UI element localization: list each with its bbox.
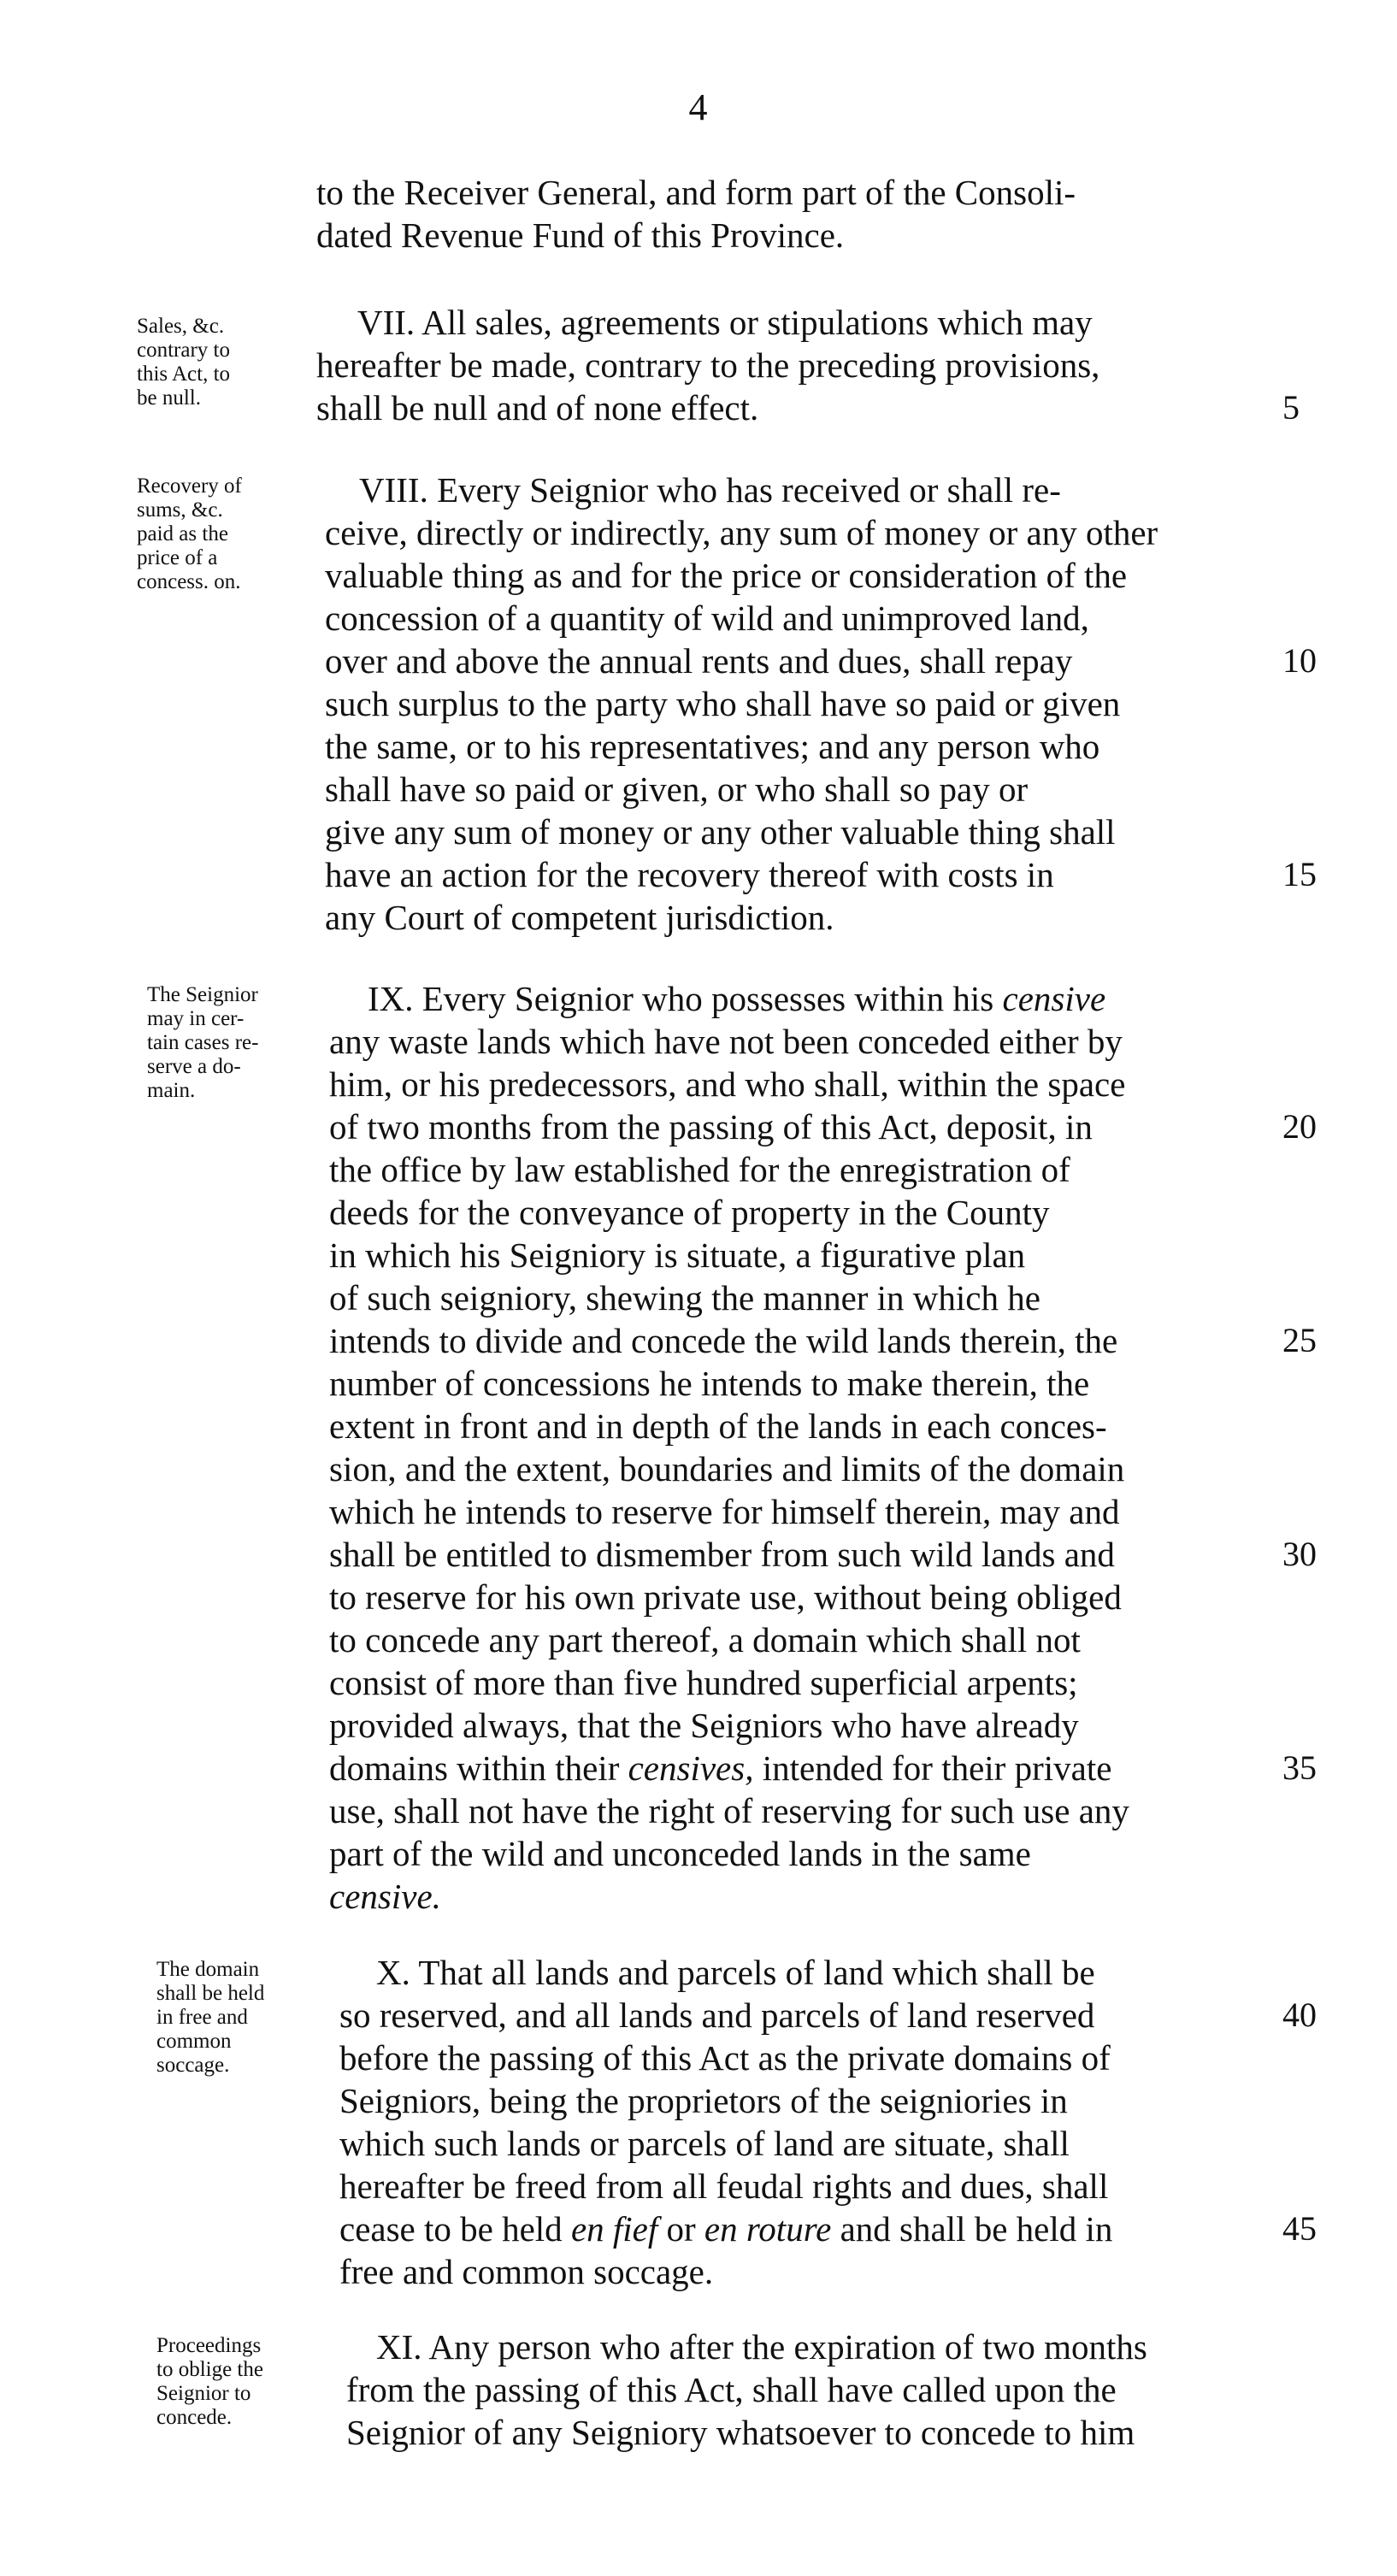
text-line: intends to divide and concede the wild lands therein, the (329, 1321, 1118, 1360)
text-line: shall have so paid or given, or who shall so pay or (325, 769, 1029, 809)
text-line: Seignior of any Seigniory whatsoever to concede to him (346, 2413, 1135, 2452)
italic-word: en roture (704, 2209, 832, 2249)
margin-note-line: to oblige the (156, 2358, 263, 2381)
margin-note-line: concede. (156, 2406, 233, 2429)
margin-note-line: Proceedings (156, 2334, 262, 2357)
margin-note-line: be null. (137, 386, 201, 410)
section-x-line-4 (0, 2079, 1397, 2122)
section-x-line-5 (0, 2122, 1397, 2165)
line-number: 15 (1282, 855, 1317, 893)
section-viii-line-6 (0, 682, 1397, 725)
text-line: of such seigniory, shewing the manner in which he (329, 1278, 1040, 1317)
margin-note-line: contrary to (137, 339, 230, 362)
margin-note-line: price of a (137, 546, 218, 569)
text-line (339, 2208, 1112, 2250)
section-viii-line-2 (0, 511, 1397, 554)
text-line: over and above the annual rents and dues, shall repay (325, 641, 1073, 681)
text-line: valuable thing as and for the price or consideration of the (325, 556, 1128, 595)
section-ix-line-7 (0, 1234, 1397, 1276)
section-viii-line-9 (0, 811, 1397, 853)
section-xi-line-3 (0, 2411, 1397, 2454)
margin-note-line: The Seignior (147, 983, 258, 1006)
text-line: consist of more than five hundred superficial arpents; (329, 1663, 1078, 1702)
section-ix-line-6 (0, 1191, 1397, 1234)
text-line: VIII. Every Seignior who has received or shall re- (359, 470, 1061, 510)
margin-note-line: Sales, &c. (137, 315, 225, 338)
text-line: number of concessions he intends to make therein, the (329, 1364, 1090, 1403)
section-ix-line-4 (0, 1105, 1397, 1148)
section-ix-line-19 (0, 1747, 1397, 1789)
text-line: concession of a quantity of wild and unimproved land, (325, 598, 1089, 638)
section-ix-line-15 (0, 1576, 1397, 1618)
section-viii-line-1 (0, 469, 1397, 511)
line-number: 5 (1282, 388, 1300, 427)
text-run: domains within their (329, 1748, 620, 1788)
section-ix-line-17 (0, 1661, 1397, 1704)
text-line: shall be entitled to dismember from such wild lands and (329, 1535, 1115, 1574)
text-line: extent in front and in depth of the lands in each conces- (329, 1406, 1107, 1446)
section-ix-line-2 (0, 1020, 1397, 1063)
section-ix-line-10 (0, 1362, 1397, 1405)
text-line: part of the wild and unconceded lands in the same (329, 1834, 1031, 1873)
section-ix-line-18 (0, 1704, 1397, 1747)
margin-note-line: common (156, 2030, 232, 2053)
margin-note-line: may in cer- (147, 1007, 245, 1030)
section-xi-line-1 (0, 2325, 1397, 2368)
text-line: ceive, directly or indirectly, any sum of money or any other (325, 513, 1158, 552)
text-line (329, 1747, 1111, 1789)
text-line: XI. Any person who after the expiration of two months (376, 2327, 1147, 2367)
section-ix-line-8 (0, 1276, 1397, 1319)
text-line: provided always, that the Seigniors who have already (329, 1706, 1079, 1745)
italic-word: censives, (628, 1748, 754, 1788)
margin-note-line: tain cases re- (147, 1031, 259, 1054)
margin-note-line: serve a do- (147, 1055, 241, 1078)
text-line: have an action for the recovery thereof with costs in (325, 855, 1054, 894)
section-x-line-6 (0, 2165, 1397, 2208)
line-number: 10 (1282, 641, 1317, 680)
margin-note-line: soccage. (156, 2054, 230, 2077)
margin-note-line: concess. on. (137, 570, 241, 593)
section-ix-line-9 (0, 1319, 1397, 1362)
carryover-line-1 (0, 171, 1397, 214)
section-viii-line-3 (0, 554, 1397, 597)
section-viii-line-4 (0, 597, 1397, 640)
section-ix-line-3 (0, 1063, 1397, 1105)
text-line: to concede any part thereof, a domain which shall not (329, 1620, 1081, 1659)
text-run: or (666, 2209, 696, 2249)
margin-note-line: The domain (156, 1958, 260, 1981)
text-line: the office by law established for the enregistration of (329, 1150, 1070, 1189)
text-line: X. That all lands and parcels of land which shall be (376, 1953, 1095, 1992)
text-line: which he intends to reserve for himself therein, may and (329, 1492, 1120, 1531)
section-xi-line-2 (0, 2368, 1397, 2411)
section-ix-line-12 (0, 1447, 1397, 1490)
section-ix-line-13 (0, 1490, 1397, 1533)
margin-note-line: paid as the (137, 522, 228, 545)
text-line: such surplus to the party who shall have so paid or given (325, 684, 1121, 723)
text-line: so reserved, and all lands and parcels of land reserved (339, 1995, 1095, 2035)
section-x-line-2 (0, 1994, 1397, 2037)
section-viii-line-10 (0, 853, 1397, 896)
line-number: 30 (1282, 1535, 1317, 1573)
text-line: hereafter be freed from all feudal rights and dues, shall (339, 2166, 1109, 2206)
text-line: dated Revenue Fund of this Province. (316, 215, 845, 255)
text-line: censive. (329, 1877, 441, 1916)
text-line: use, shall not have the right of reserving for such use any (329, 1791, 1129, 1830)
italic-word: en fief (570, 2209, 658, 2249)
text-line: the same, or to his representatives; and any person who (325, 727, 1100, 766)
section-ix-line-22 (0, 1875, 1397, 1918)
margin-note-line: Recovery of (137, 475, 242, 498)
text-line: him, or his predecessors, and who shall, within the space (329, 1064, 1126, 1104)
section-x-line-1 (0, 1951, 1397, 1994)
line-number: 45 (1282, 2209, 1317, 2248)
line-number: 25 (1282, 1321, 1317, 1359)
line-number: 20 (1282, 1107, 1317, 1146)
section-ix-line-5 (0, 1148, 1397, 1191)
page-number: 4 (688, 86, 709, 128)
section-vii-line-3 (0, 386, 1397, 429)
text-line: sion, and the extent, boundaries and limits of the domain (329, 1449, 1125, 1488)
text-line: which such lands or parcels of land are situate, shall (339, 2124, 1070, 2163)
text-line: any Court of competent jurisdiction. (325, 898, 834, 937)
text-line: VII. All sales, agreements or stipulations which may (357, 303, 1093, 342)
section-vii-line-2 (0, 344, 1397, 386)
text-line: hereafter be made, contrary to the preceding provisions, (316, 345, 1100, 385)
line-number: 40 (1282, 1995, 1317, 2034)
margin-note-line: this Act, to (137, 363, 231, 386)
line-number: 35 (1282, 1748, 1317, 1787)
text-line: shall be null and of none effect. (316, 388, 759, 427)
text-line: give any sum of money or any other valuable thing shall (325, 812, 1116, 852)
text-line: in which his Seigniory is situate, a figurative plan (329, 1235, 1026, 1275)
margin-note-line: shall be held (156, 1982, 265, 2005)
italic-word: censive (1002, 979, 1106, 1018)
text-line (368, 977, 1105, 1020)
section-ix-line-20 (0, 1789, 1397, 1832)
section-ix-line-14 (0, 1533, 1397, 1576)
text-line: of two months from the passing of this Act, deposit, in (329, 1107, 1093, 1147)
section-viii-line-5 (0, 640, 1397, 682)
text-run: intended for their private (762, 1748, 1112, 1788)
text-line: before the passing of this Act as the private domains of (339, 2038, 1111, 2078)
text-run: and shall be held in (840, 2209, 1113, 2249)
section-ix-line-11 (0, 1405, 1397, 1447)
text-line: Seigniors, being the proprietors of the seigniories in (339, 2081, 1068, 2120)
section-viii-line-8 (0, 768, 1397, 811)
section-viii-line-11 (0, 896, 1397, 939)
margin-note-line: main. (147, 1079, 196, 1102)
text-line: deeds for the conveyance of property in the County (329, 1193, 1050, 1232)
carryover-line-2 (0, 214, 1397, 256)
text-line: from the passing of this Act, shall have called upon the (346, 2370, 1117, 2409)
text-line: to reserve for his own private use, without being obliged (329, 1577, 1122, 1617)
margin-note-line: Seignior to (156, 2382, 251, 2405)
section-x-line-3 (0, 2037, 1397, 2079)
margin-note-line: sums, &c. (137, 498, 223, 522)
margin-note-line: in free and (156, 2006, 248, 2029)
section-ix-line-1 (0, 977, 1397, 1020)
section-ix-line-21 (0, 1832, 1397, 1875)
text-run: cease to be held (339, 2209, 563, 2249)
text-run: IX. Every Seignior who possesses within his (368, 979, 994, 1018)
section-viii-line-7 (0, 725, 1397, 768)
section-vii-line-1 (0, 301, 1397, 344)
text-line: free and common soccage. (339, 2252, 714, 2291)
section-ix-line-16 (0, 1618, 1397, 1661)
section-x-line-8 (0, 2250, 1397, 2293)
text-line: to the Receiver General, and form part of the Consoli- (316, 173, 1076, 212)
section-x-line-7 (0, 2208, 1397, 2250)
text-line: any waste lands which have not been conceded either by (329, 1022, 1123, 1061)
